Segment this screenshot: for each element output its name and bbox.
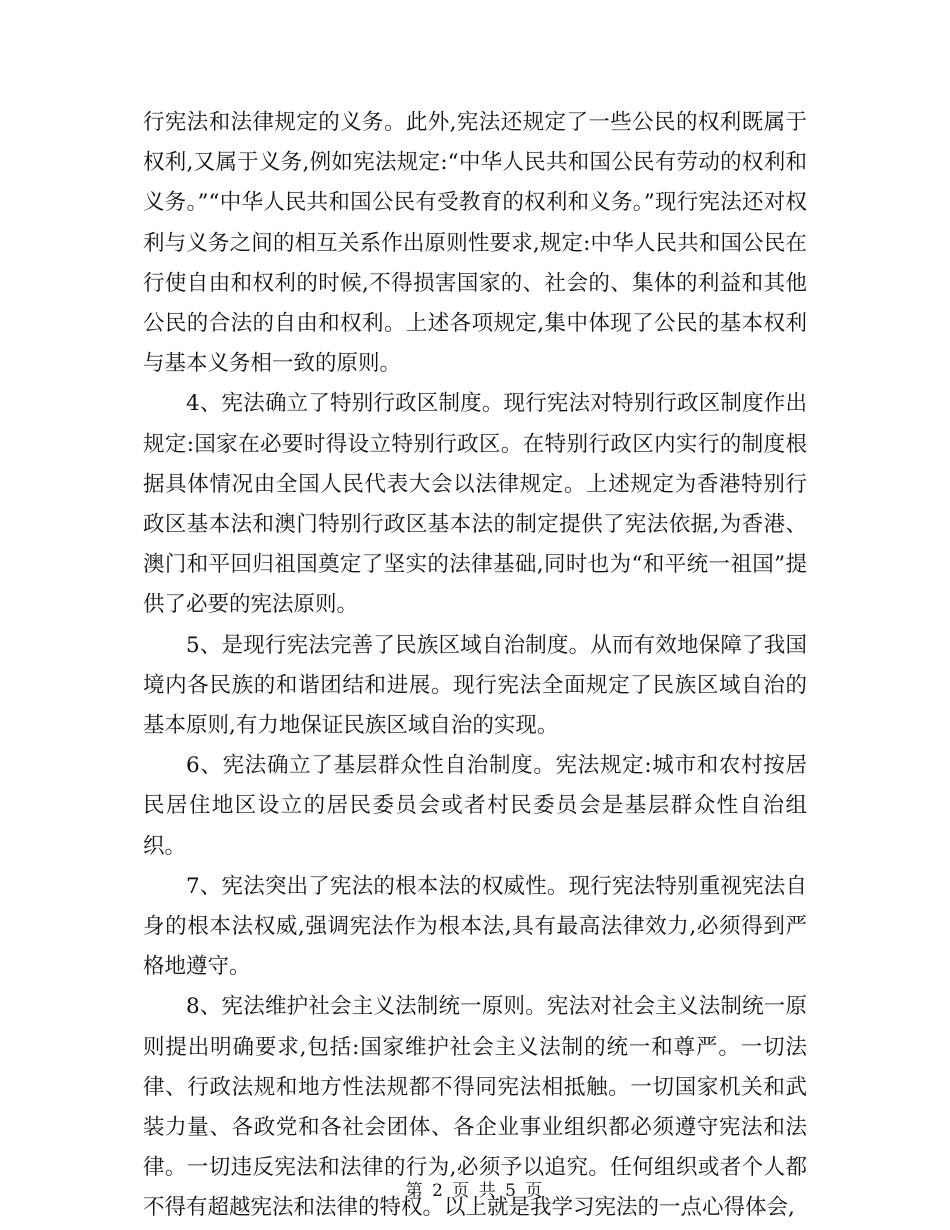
paragraph-special-administrative-region: 4、宪法确立了特别行政区制度。现行宪法对特别行政区制度作出规定:国家在必要时得设立特别行政区。在特别行政区内实行的制度根据具体情况由全国人民代表大会以法律规定。上述规定为香港特别行政区基本法和澳门特别行政区基本法的制定提供了宪法依据,为香港、澳门和平回归祖国奠定了坚实的法律基础,同时也为“和平统一祖国”提供了必要的宪法原则。 <box>143 391 807 618</box>
paragraph-grassroots-self-governance: 6、宪法确立了基层群众性自治制度。宪法规定:城市和农村按居民居住地区设立的居民委员会或者村民委员会是基层群众性自治组织。 <box>143 753 807 859</box>
paragraph-constitutional-authority: 7、宪法突出了宪法的根本法的权威性。现行宪法特别重视宪法自身的根本法权威,强调宪法作为根本法,具有最高法律效力,必须得到严格地遵守。 <box>143 873 807 980</box>
document-body <box>143 103 807 1229</box>
page-number-footer: 第 2 页 共 5 页 <box>405 1181 545 1201</box>
paragraph-continuation: 行宪法和法律规定的义务。此外,宪法还规定了一些公民的权利既属于权利,又属于义务,例如宪法规定:“中华人民共和国公民有劳动的权利和义务。”“中华人民共和国公民有受教育的权利和义务。”现行宪法还对权利与义务之间的相互关系作出原则性要求,规定:中华人民共和国公民在行使自由和权利的时候,不得损害国家的、社会的、集体的利益和其他公民的合法的自由和权利。上述各项规定,集中体现了公民的基本权利与基本义务相一致的原则。 <box>143 110 807 377</box>
paragraph-ethnic-regional-autonomy: 5、是现行宪法完善了民族区域自治制度。从而有效地保障了我国境内各民族的和谐团结和进展。现行宪法全面规定了民族区域自治的基本原则,有力地保证民族区域自治的实现。 <box>143 632 807 739</box>
paragraph-legal-system-unity: 8、宪法维护社会主义法制统一原则。宪法对社会主义法制统一原则提出明确要求,包括:国家维护社会主义法制的统一和尊严。一切法律、行政法规和地方性法规都不得同宪法相抵触。一切国家机关和武装力量、各政党和各社会团体、各企业事业组织都必须遵守宪法和法律。一切违反宪法和法律的行为,必须予以追究。任何组织或者个人都不得有超越宪法和法律的特权。以上就是我学习宪法的一点心得体会, <box>143 994 807 1221</box>
